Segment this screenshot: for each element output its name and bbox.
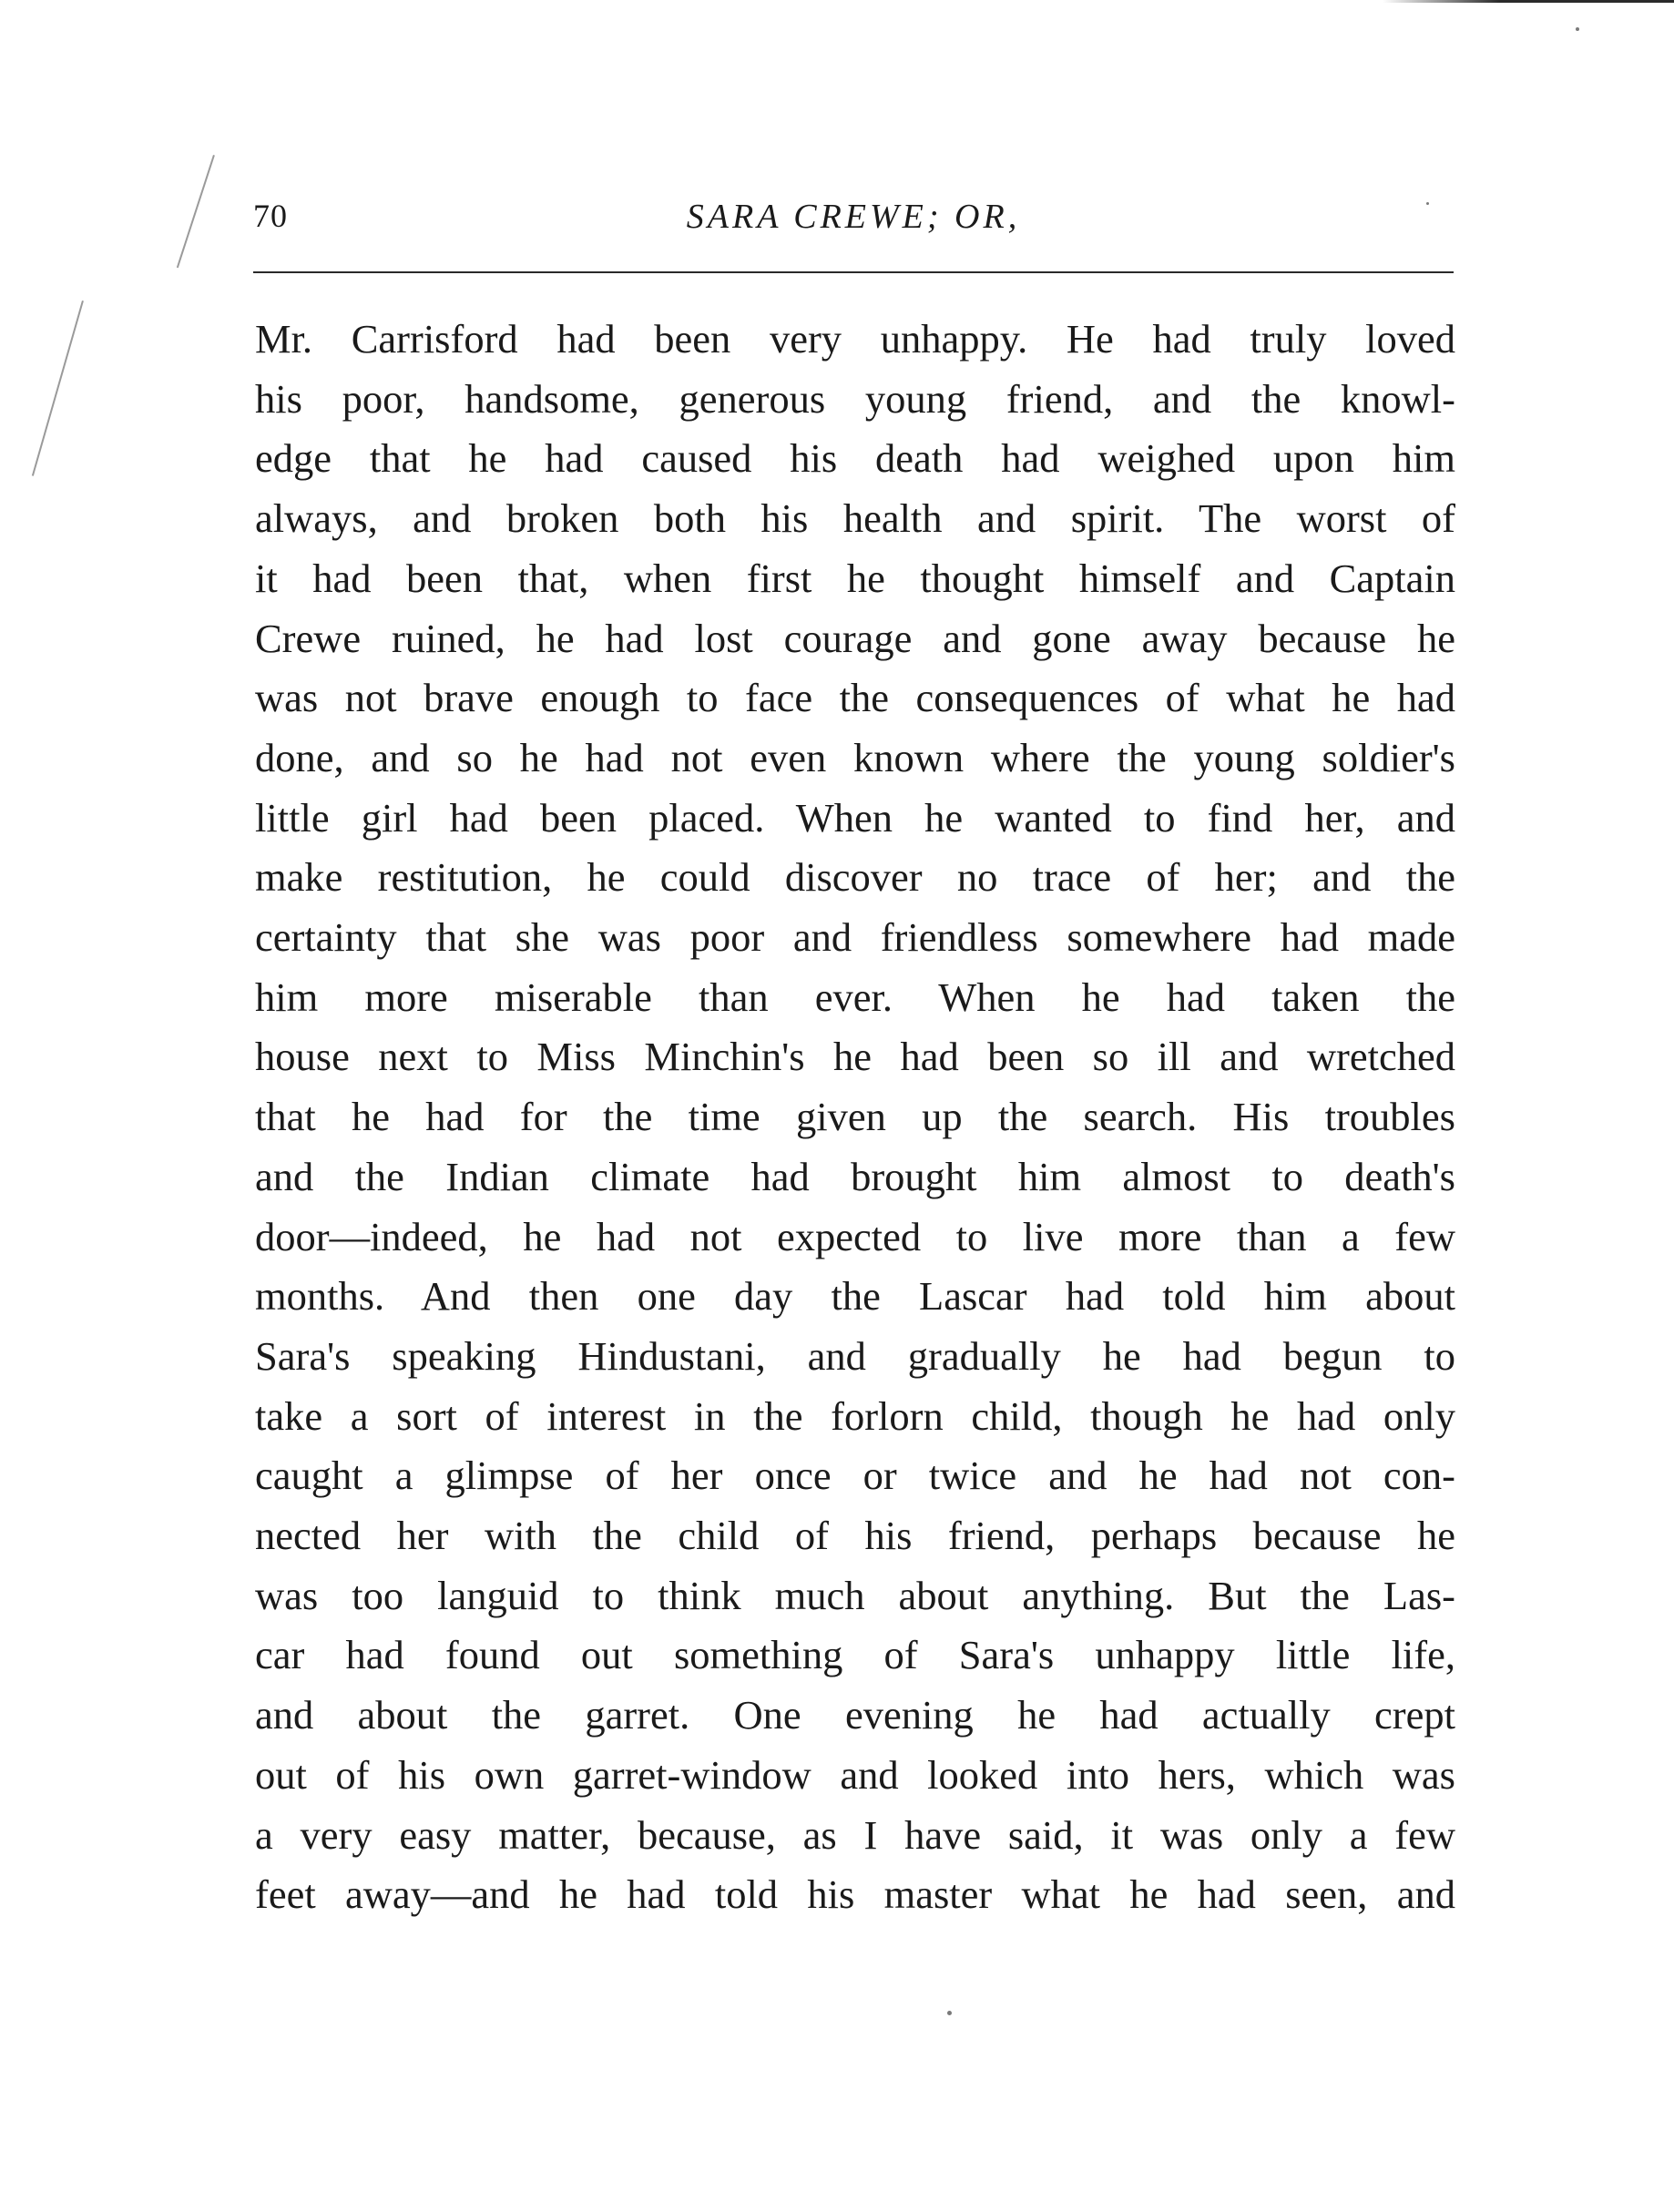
text-line: was too languid to think much about anything. But the Las-: [255, 1572, 1455, 1618]
text-line: Crewe ruined, he had lost courage and gone away because he: [255, 615, 1455, 661]
text-line: a very easy matter, because, as I have said, it was only a few: [255, 1811, 1455, 1858]
scan-speck: [947, 2011, 952, 2015]
text-line: edge that he had caused his death had weighed upon him: [255, 435, 1455, 482]
text-line: that he had for the time given up the search. His troubles: [255, 1094, 1455, 1140]
text-line: nected her with the child of his friend, perhaps because he: [255, 1513, 1455, 1559]
text-line: house next to Miss Minchin's he had been so ill and wretched: [255, 1034, 1455, 1080]
header-rule: [253, 271, 1454, 273]
text-line: and about the garret. One evening he had actually crept: [255, 1692, 1455, 1738]
text-line: always, and broken both his health and spirit. The worst of: [255, 495, 1455, 542]
text-line: done, and so he had not even known where the young soldier's: [255, 734, 1455, 780]
text-line: Mr. Carrisford had been very unhappy. He had truly loved: [255, 316, 1455, 362]
text-line: Sara's speaking Hindustani, and gradually he had begun to: [255, 1332, 1455, 1379]
body-text: [255, 310, 1455, 1925]
text-line: his poor, handsome, generous young friend, and the knowl-: [255, 375, 1455, 422]
text-line: out of his own garret-window and looked into hers, which was: [255, 1751, 1455, 1798]
margin-pencil-mark: [32, 301, 84, 476]
text-line: car had found out something of Sara's unhappy little life,: [255, 1632, 1455, 1678]
page-number: 70: [253, 198, 288, 234]
margin-pencil-mark: [177, 155, 215, 268]
text-line: was not brave enough to face the consequences of what he had: [255, 675, 1455, 721]
running-title: SARA CREWE; OR,: [686, 198, 1021, 236]
text-line: him more miserable than ever. When he had taken the: [255, 973, 1455, 1020]
page-header: [253, 197, 1454, 251]
text-line: make restitution, he could discover no trace of her; and the: [255, 854, 1455, 901]
text-line: little girl had been placed. When he wanted to find her, and: [255, 794, 1455, 841]
text-line: certainty that she was poor and friendless somewhere had made: [255, 914, 1455, 961]
text-line: door—indeed, he had not expected to live more than a few: [255, 1213, 1455, 1259]
text-line: it had been that, when first he thought himself and Captain: [255, 555, 1455, 601]
text-line: feet away—and he had told his master what he had seen, and: [255, 1871, 1455, 1918]
text-line: caught a glimpse of her once or twice and he had not con-: [255, 1453, 1455, 1499]
scan-edge-line: [1383, 0, 1674, 3]
scan-speck: [1576, 27, 1579, 31]
text-line: take a sort of interest in the forlorn child, though he had only: [255, 1392, 1455, 1439]
text-line: months. And then one day the Lascar had told him about: [255, 1273, 1455, 1320]
text-line: and the Indian climate had brought him almost to death's: [255, 1153, 1455, 1199]
